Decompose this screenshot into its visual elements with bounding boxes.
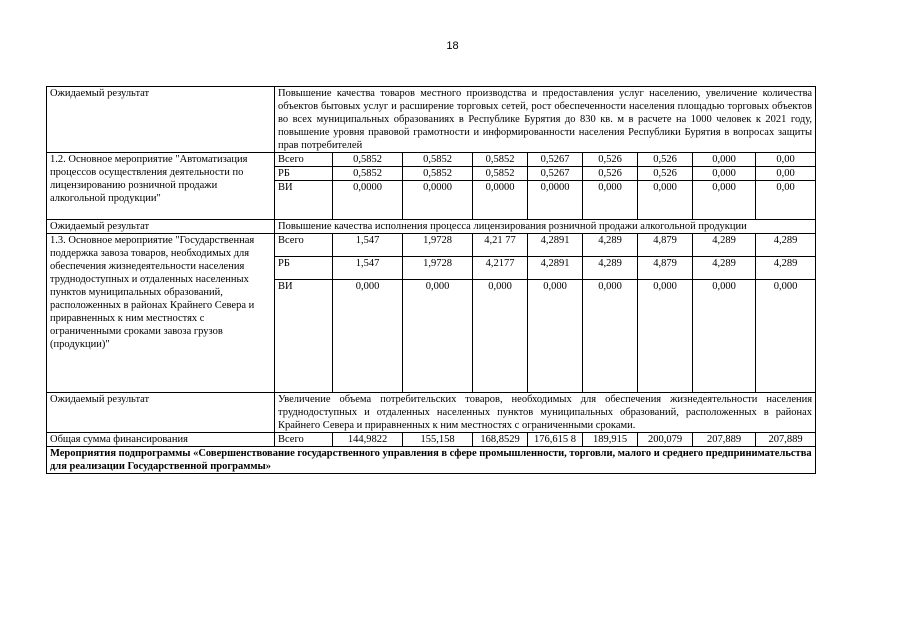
value-cell: 4,289 <box>693 234 756 257</box>
row-label: Ожидаемый результат <box>47 220 275 234</box>
value-cell: 0,000 <box>638 280 693 393</box>
value-cell: 0,5852 <box>403 167 473 181</box>
value-cell: 0,000 <box>693 280 756 393</box>
value-cell: 4,2177 <box>473 257 528 280</box>
value-cell: 4,2891 <box>528 257 583 280</box>
value-cell: 0,5852 <box>473 153 528 167</box>
value-cell: 1,547 <box>333 234 403 257</box>
value-cell: 0,00 <box>756 153 816 167</box>
value-cell: 0,000 <box>473 280 528 393</box>
value-cell: 0,0000 <box>333 181 403 220</box>
value-cell: 0,0000 <box>473 181 528 220</box>
source-cell: Всего <box>275 433 333 447</box>
row-label: Общая сумма финансирования <box>47 433 275 447</box>
table-row <box>47 87 816 153</box>
expected-result-text: Повышение качества товаров местного производства и предоставления услуг населению, увеличение количества объектов бытовых услуг и расширение торговых сетей, рост обеспеченности населения площадью торговых объектов во всех муниципальных образованиях в Республике Бурятия до 830 кв. м в расчете на 1000 человек к 2021 году, повышение уровня правовой грамотности и информированности населения Республики Бурятия в вопросах защиты прав потребителей <box>275 87 816 153</box>
value-cell: 0,000 <box>403 280 473 393</box>
value-cell: 4,2891 <box>528 234 583 257</box>
row-label: Ожидаемый результат <box>47 87 275 153</box>
value-cell: 0,5852 <box>333 167 403 181</box>
source-cell: РБ <box>275 167 333 181</box>
value-cell: 207,889 <box>693 433 756 447</box>
table-row <box>47 220 816 234</box>
value-cell: 4,289 <box>583 234 638 257</box>
value-cell: 0,000 <box>756 280 816 393</box>
row-label: Ожидаемый результат <box>47 393 275 433</box>
value-cell: 1,9728 <box>403 234 473 257</box>
value-cell: 0,000 <box>693 181 756 220</box>
activity-label: 1.2. Основное мероприятие "Автоматизация процессов осуществления деятельности по лицензированию розничной продажи алкогольной продукции" <box>47 153 275 220</box>
value-cell: 0,000 <box>693 167 756 181</box>
expected-result-text: Повышение качества исполнения процесса лицензирования розничной продажи алкогольной продукции <box>275 220 816 234</box>
value-cell: 144,9822 <box>333 433 403 447</box>
value-cell: 0,526 <box>638 153 693 167</box>
page-number: 18 <box>446 40 459 52</box>
table-row <box>47 433 816 447</box>
table-row <box>47 447 816 474</box>
value-cell: 0,5852 <box>403 153 473 167</box>
value-cell: 4,289 <box>756 234 816 257</box>
value-cell: 0,5267 <box>528 167 583 181</box>
value-cell: 0,0000 <box>403 181 473 220</box>
value-cell: 4,21 77 <box>473 234 528 257</box>
source-cell: РБ <box>275 257 333 280</box>
value-cell: 207,889 <box>756 433 816 447</box>
value-cell: 0,5852 <box>333 153 403 167</box>
source-cell: ВИ <box>275 181 333 220</box>
activity-label: 1.3. Основное мероприятие "Государственная поддержка завоза товаров, необходимых для обеспечения жизнедеятельности населения труднодоступных и отдаленных населенных пунктов муниципальных образований, расположенных в районах Крайнего Севера и приравненных к ним местностях с ограниченными сроками завоза грузов (продукции)" <box>47 234 275 393</box>
value-cell: 0,000 <box>528 280 583 393</box>
value-cell: 4,289 <box>693 257 756 280</box>
value-cell: 0,526 <box>583 167 638 181</box>
source-cell: Всего <box>275 234 333 257</box>
expected-result-text: Увеличение объема потребительских товаров, необходимых для обеспечения жизнедеятельности населения труднодоступных и отдаленных населенных пунктов муниципальных образований, расположенных в районах Крайнего Севера и приравненных к ним местностях с ограниченными сроками. <box>275 393 816 433</box>
value-cell: 4,289 <box>756 257 816 280</box>
value-cell: 0,000 <box>693 153 756 167</box>
value-cell: 1,9728 <box>403 257 473 280</box>
value-cell: 0,000 <box>333 280 403 393</box>
table-row <box>47 393 816 433</box>
value-cell: 0,000 <box>583 280 638 393</box>
value-cell: 0,00 <box>756 167 816 181</box>
value-cell: 176,615 8 <box>528 433 583 447</box>
value-cell: 4,879 <box>638 234 693 257</box>
value-cell: 0,000 <box>583 181 638 220</box>
subprogram-heading: Мероприятия подпрограммы «Совершенствование государственного управления в сфере промышленности, торговли, малого и среднего предпринимательства для реализации Государственной программы» <box>47 447 816 474</box>
value-cell: 0,5852 <box>473 167 528 181</box>
value-cell: 0,526 <box>583 153 638 167</box>
value-cell: 4,879 <box>638 257 693 280</box>
value-cell: 168,8529 <box>473 433 528 447</box>
source-cell: Всего <box>275 153 333 167</box>
value-cell: 4,289 <box>583 257 638 280</box>
value-cell: 0,0000 <box>528 181 583 220</box>
value-cell: 0,000 <box>638 181 693 220</box>
source-cell: ВИ <box>275 280 333 393</box>
table-row <box>47 234 816 257</box>
table-row <box>47 153 816 167</box>
value-cell: 0,5267 <box>528 153 583 167</box>
value-cell: 1,547 <box>333 257 403 280</box>
value-cell: 200,079 <box>638 433 693 447</box>
value-cell: 0,00 <box>756 181 816 220</box>
value-cell: 155,158 <box>403 433 473 447</box>
value-cell: 189,915 <box>583 433 638 447</box>
value-cell: 0,526 <box>638 167 693 181</box>
program-table <box>46 86 816 474</box>
